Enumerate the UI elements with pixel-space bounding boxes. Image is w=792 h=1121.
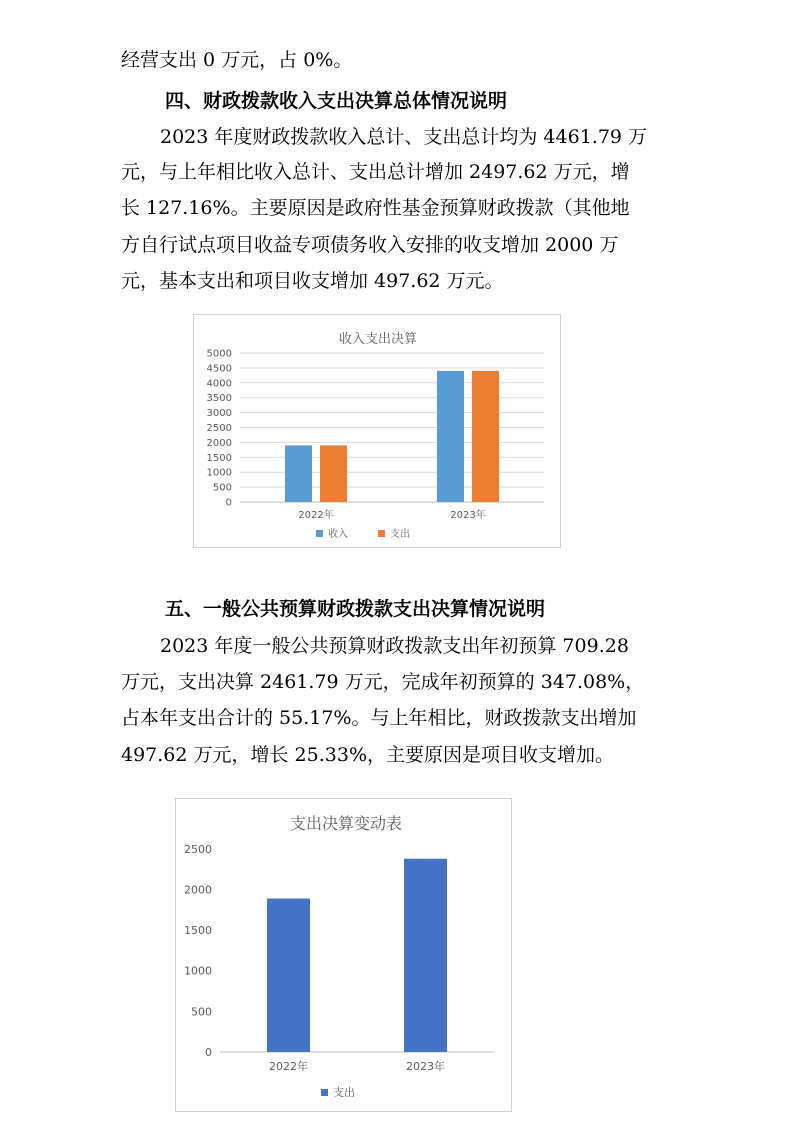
chart-title: 支出决算变动表 xyxy=(289,814,403,833)
x-tick-label: 2022年 xyxy=(269,1060,308,1073)
legend-swatch xyxy=(378,530,385,537)
y-tick-label: 4000 xyxy=(206,378,232,390)
x-tick-label: 2023年 xyxy=(450,510,486,521)
y-tick-label: 2500 xyxy=(206,423,232,434)
paragraph-line: 元，与上年相比收入总计、支出总计增加 2497.62 万元，增 xyxy=(121,161,630,183)
paragraph-line: 万元，支出决算 2461.79 万元，完成年初预算的 347.08%， xyxy=(121,671,645,693)
section-heading-4: 四、财政拨款收入支出决算总体情况说明 xyxy=(165,90,508,112)
chart-2-svg xyxy=(176,799,513,1113)
chart-income-expense xyxy=(193,314,561,548)
legend-swatch xyxy=(316,530,323,537)
chart-expense-change xyxy=(175,798,512,1112)
bar-支出-2022年 xyxy=(267,899,310,1052)
x-tick-label: 2023年 xyxy=(406,1060,445,1073)
y-tick-label: 1000 xyxy=(206,467,232,479)
section-heading-5: 五、一般公共预算财政拨款支出决算情况说明 xyxy=(165,598,546,620)
y-tick-label: 3500 xyxy=(206,393,232,405)
y-tick-label: 4500 xyxy=(206,363,232,375)
y-tick-label: 2500 xyxy=(184,842,212,856)
paragraph-line: 长 127.16%。主要原因是政府性基金预算财政拨款（其他地 xyxy=(121,197,630,219)
y-tick-label: 500 xyxy=(212,482,232,494)
y-tick-label: 5000 xyxy=(206,348,232,360)
paragraph-line: 2023 年度财政拨款收入总计、支出总计均为 4461.79 万 xyxy=(160,126,648,148)
y-tick-label: 1500 xyxy=(206,452,232,464)
paragraph-line: 占本年支出合计的 55.17%。与上年相比，财政拨款支出增加 xyxy=(121,707,637,729)
bar-支出-2022年 xyxy=(320,445,347,502)
y-tick-label: 0 xyxy=(205,1045,212,1059)
y-tick-label: 2000 xyxy=(184,883,212,897)
bar-支出-2023年 xyxy=(472,371,499,502)
legend-label: 收入 xyxy=(328,529,348,540)
bar-支出-2023年 xyxy=(404,859,447,1052)
paragraph-line: 2023 年度一般公共预算财政拨款支出年初预算 709.28 xyxy=(160,635,629,657)
y-tick-label: 2000 xyxy=(206,437,232,449)
paragraph-line: 方自行试点项目收益专项债务收入安排的收支增加 2000 万 xyxy=(121,234,619,256)
paragraph-line: 经营支出 0 万元，占 0%。 xyxy=(121,49,353,71)
bar-收入-2022年 xyxy=(285,445,312,502)
y-tick-label: 1500 xyxy=(184,924,212,938)
bar-收入-2023年 xyxy=(437,371,464,502)
x-tick-label: 2022年 xyxy=(298,510,334,521)
chart-1-svg xyxy=(194,315,562,549)
y-tick-label: 0 xyxy=(225,497,232,509)
chart-title: 收入支出决算 xyxy=(338,332,418,347)
legend-label: 支出 xyxy=(390,529,410,540)
legend-label: 支出 xyxy=(333,1086,355,1099)
y-tick-label: 500 xyxy=(191,1005,212,1019)
y-tick-label: 1000 xyxy=(184,964,212,978)
legend-swatch xyxy=(321,1089,328,1096)
paragraph-line: 497.62 万元，增长 25.33%，主要原因是项目收支增加。 xyxy=(121,744,615,766)
paragraph-line: 元，基本支出和项目收支增加 497.62 万元。 xyxy=(121,270,504,292)
y-tick-label: 3000 xyxy=(206,408,232,420)
